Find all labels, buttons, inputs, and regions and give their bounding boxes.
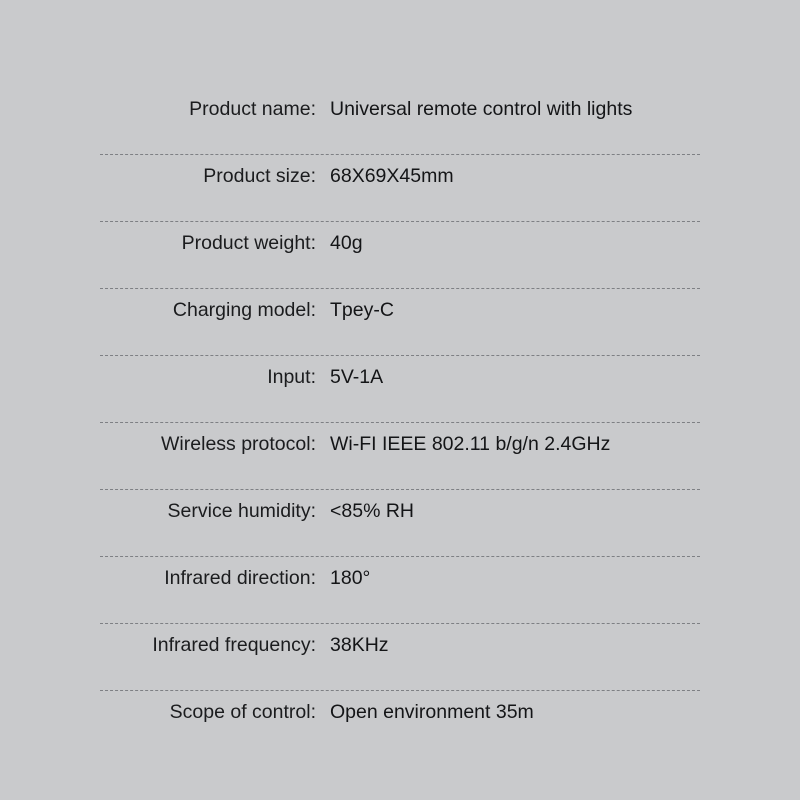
spec-value: 68X69X45mm xyxy=(330,165,454,187)
spec-label: Scope of control: xyxy=(169,701,316,723)
spec-value: 38KHz xyxy=(330,634,389,656)
spec-label: Product weight: xyxy=(181,232,316,254)
table-row xyxy=(100,557,700,624)
spec-value: 40g xyxy=(330,232,363,254)
table-row xyxy=(100,691,700,758)
table-row xyxy=(100,624,700,691)
spec-value: Wi-FI IEEE 802.11 b/g/n 2.4GHz xyxy=(330,433,611,455)
table-row xyxy=(100,155,700,222)
table-row xyxy=(100,490,700,557)
spec-label: Charging model: xyxy=(172,299,316,321)
product-specification-table xyxy=(100,88,700,758)
spec-value: <85% RH xyxy=(330,500,414,522)
table-row xyxy=(100,423,700,490)
spec-label: Infrared direction: xyxy=(164,567,316,589)
spec-label: Service humidity: xyxy=(167,500,316,522)
table-row xyxy=(100,289,700,356)
table-row xyxy=(100,222,700,289)
spec-label: Product name: xyxy=(189,98,316,120)
spec-value: Tpey-C xyxy=(330,299,394,321)
spec-label: Wireless protocol: xyxy=(161,433,316,455)
spec-label: Infrared frequency: xyxy=(152,634,316,656)
spec-label: Input: xyxy=(267,366,316,388)
spec-label: Product size: xyxy=(203,165,316,187)
spec-value: Universal remote control with lights xyxy=(330,98,633,120)
spec-value: 180° xyxy=(330,567,371,589)
spec-value: 5V-1A xyxy=(330,366,384,388)
table-row xyxy=(100,356,700,423)
spec-value: Open environment 35m xyxy=(330,701,534,723)
table-row xyxy=(100,88,700,155)
